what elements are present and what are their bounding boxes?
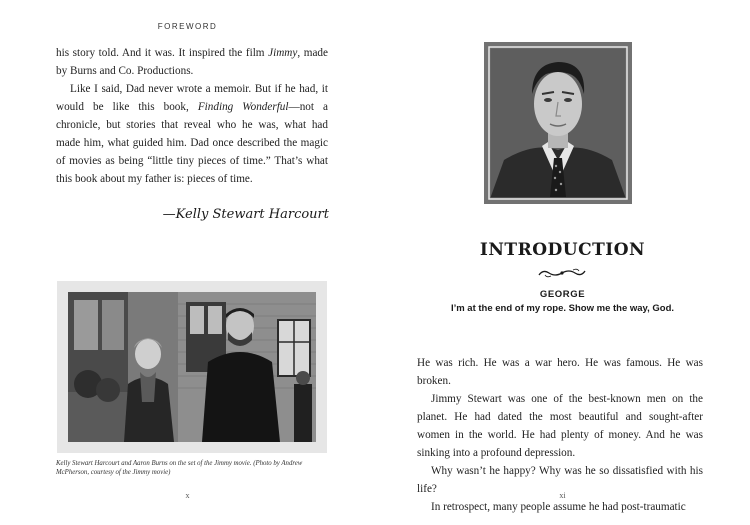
text-run: Why wasn’t he happy? Why was he so dissatisfied with his life?	[417, 465, 703, 495]
epigraph-speaker: GEORGE	[539, 289, 586, 300]
signature: —Kelly Stewart Harcourt	[162, 207, 329, 222]
paragraph	[417, 390, 703, 462]
set-photo	[57, 281, 327, 453]
paragraph	[417, 498, 703, 516]
paragraph	[417, 354, 703, 390]
italic-title: Jimmy	[268, 47, 298, 59]
portrait-image	[484, 42, 632, 204]
body-text	[56, 44, 328, 188]
page-number: x	[185, 491, 190, 500]
text-run: Like I said, Dad never wrote a memoir. But if he had, it would be like this book,	[56, 83, 328, 113]
set-photo-image	[68, 292, 316, 442]
text-run: , made by Burns and Co. Productions.	[56, 47, 328, 77]
right-page	[375, 0, 750, 525]
paragraph	[56, 44, 328, 80]
running-head: FOREWORD	[157, 22, 218, 31]
italic-title: Finding Wonderful	[197, 101, 289, 113]
text-run: —not a chronicle, but stories that reveal who he was, what had made him, what guided him. Dad once described the magic of movies as being “little tiny pieces of time.” That’s what this book about my father is: pieces of time.	[56, 101, 329, 185]
photo-caption: Kelly Stewart Harcourt and Aaron Burns on the set of the Jimmy movie. (Photo by Andrew McPherson, courtesy of the Jimmy movie)	[56, 460, 303, 476]
text-run: In retrospect, many people assume he had post-traumatic	[431, 501, 686, 513]
text-run: Jimmy Stewart was one of the best-known men on the planet. He had dated the most beautiful and sought-after women in the world. He had plenty of money. And he was sinking into a profound depression.	[417, 393, 703, 459]
chapter-title: INTRODUCTION	[479, 240, 646, 260]
flourish-ornament	[537, 266, 587, 280]
paragraph	[56, 80, 328, 188]
epigraph-quote: I’m at the end of my rope. Show me the way, God.	[450, 303, 675, 314]
portrait-photo	[484, 42, 632, 204]
text-run: his story told. And it was. It inspired the film	[56, 47, 269, 59]
text-run: He was rich. He was a war hero. He was famous. He was broken.	[417, 357, 703, 387]
page-number: xi	[559, 491, 566, 500]
